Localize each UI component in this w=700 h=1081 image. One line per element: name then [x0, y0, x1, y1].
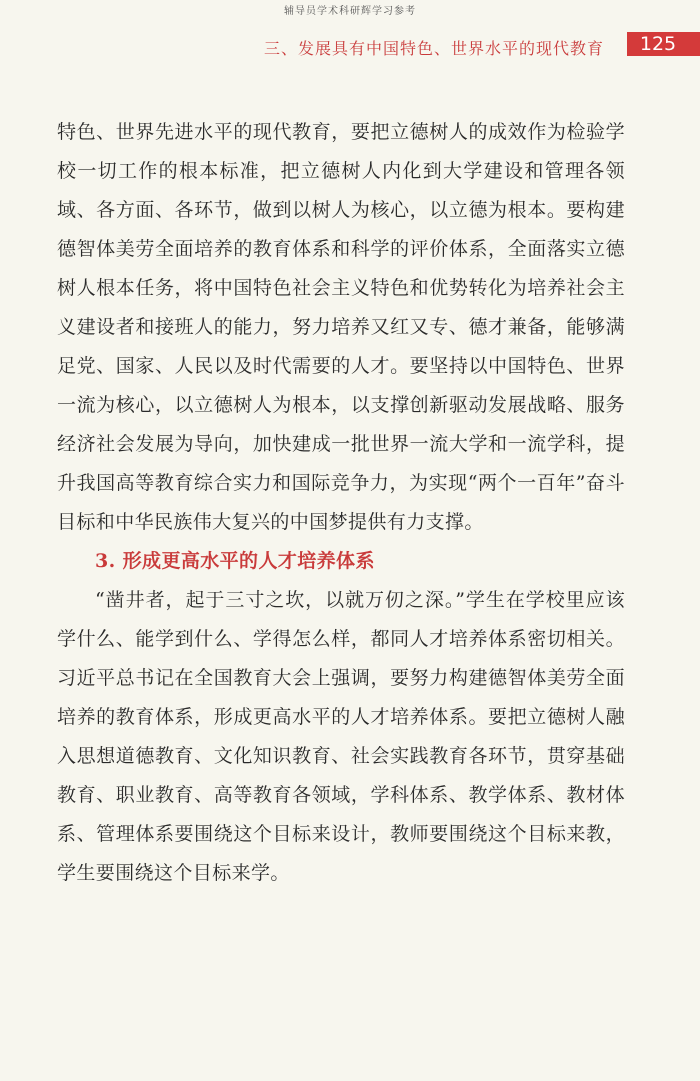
section-heading: 3. 形成更高水平的人才培养体系	[95, 550, 375, 572]
page-number: 125	[639, 33, 677, 55]
page-watermark: 辅导员学术科研辉学习参考	[284, 6, 416, 17]
body-paragraph: “凿井者，起于三寸之坎，以就万仞之深。”学生在学校里应该学什么、能学到什么、学得怎么样，都同人才培养体系密切相关。习近平总书记在全国教育大会上强调，要努力构建德智体美劳全面培养的教育体系，形成更高水平的人才培养体系。要把立德树人融入思想道德教育、文化知识教育、社会实践教育各环节，贯穿基础教育、职业教育、高等教育各领域，学科体系、教学体系、教材体系、管理体系要围绕这个目标来设计，教师要围绕这个目标来教，学生要围绕这个目标来学。	[57, 589, 625, 884]
running-head: 三、发展具有中国特色、世界水平的现代教育	[263, 39, 604, 58]
body-paragraph-continued: 特色、世界先进水平的现代教育，要把立德树人的成效作为检验学校一切工作的根本标准，把立德树人内化到大学建设和管理各领域、各方面、各环节，做到以树人为核心，以立德为根本。要构建德智体美劳全面培养的教育体系和科学的评价体系，全面落实立德树人根本任务，将中国特色社会主义特色和优势转化为培养社会主义建设者和接班人的能力，努力培养又红又专、德才兼备，能够满足党、国家、人民以及时代需要的人才。要坚持以中国特色、世界一流为核心，以立德树人为根本，以支撑创新驱动发展战略、服务经济社会发展为导向，加快建成一批世界一流大学和一流学科，提升我国高等教育综合实力和国际竞争力，为实现“两个一百年”奋斗目标和中华民族伟大复兴的中国梦提供有力支撑。	[57, 121, 625, 533]
page-body	[57, 113, 625, 893]
